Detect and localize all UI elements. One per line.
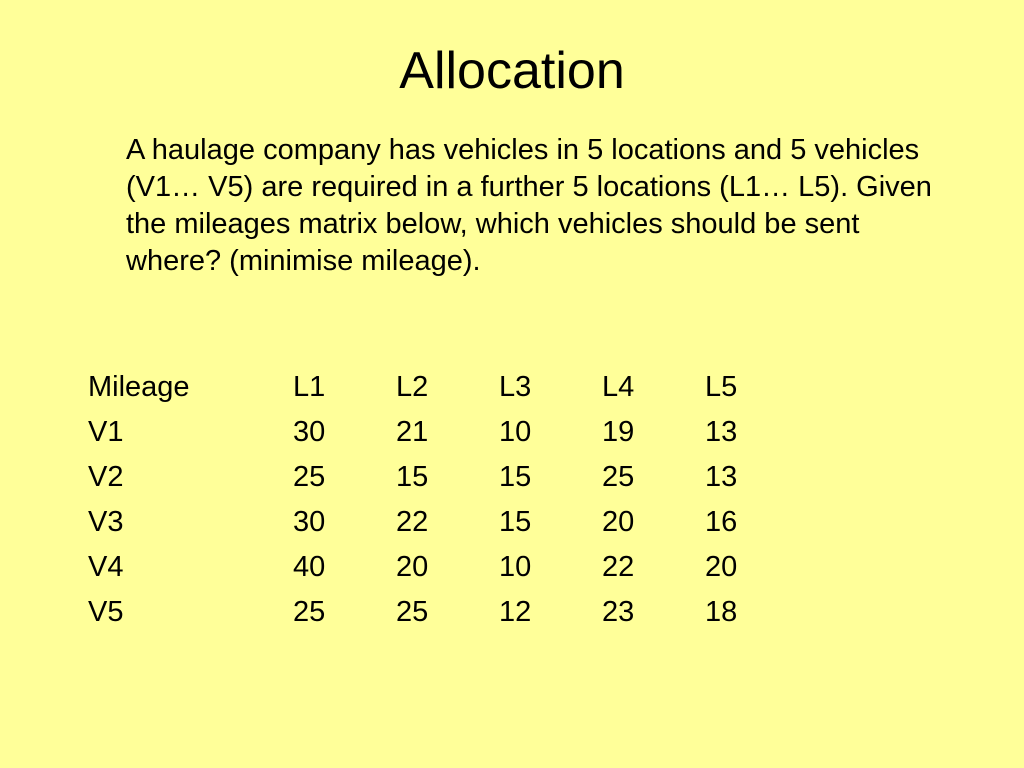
table-row [88,410,808,455]
table-cell: 20 [602,506,635,538]
table-row [88,545,808,590]
table-cell: 13 [705,461,738,493]
slide-title: Allocation [399,42,625,100]
row-label-v4: V4 [88,551,124,583]
table-cell: 40 [293,551,326,583]
row-label-v2: V2 [88,461,124,493]
table-cell: 12 [499,596,532,628]
table-cell: 25 [602,461,635,493]
table-row [88,590,808,635]
table-cell: 25 [293,596,326,628]
table-cell: 10 [499,416,532,448]
table-row [88,500,808,545]
table-cell: 15 [499,461,532,493]
table-cell: 25 [293,461,326,493]
row-label-v1: V1 [88,416,124,448]
problem-statement: A haulage company has vehicles in 5 locations and 5 vehicles (V1… V5) are required in a further 5 locations (L1… L5). Given the mileages matrix below, which vehicles should be sent where? (minimise mileage). [126,134,932,277]
header-l3: L3 [499,371,532,403]
header-l5: L5 [705,371,738,403]
table-cell: 20 [396,551,429,583]
table-cell: 22 [396,506,429,538]
table-cell: 18 [705,596,738,628]
header-l4: L4 [602,371,635,403]
table-cell: 22 [602,551,635,583]
table-cell: 19 [602,416,635,448]
table-cell: 10 [499,551,532,583]
table-cell: 30 [293,416,326,448]
mileage-matrix [88,365,808,635]
table-cell: 20 [705,551,738,583]
table-row [88,455,808,500]
table-cell: 15 [499,506,532,538]
table-cell: 16 [705,506,738,538]
table-cell: 23 [602,596,635,628]
matrix-header-row [88,365,808,410]
table-cell: 15 [396,461,429,493]
table-cell: 30 [293,506,326,538]
table-cell: 21 [396,416,429,448]
row-label-v3: V3 [88,506,124,538]
row-label-v5: V5 [88,596,124,628]
header-l2: L2 [396,371,429,403]
header-mileage: Mileage [88,371,190,403]
table-cell: 25 [396,596,429,628]
table-cell: 13 [705,416,738,448]
header-l1: L1 [293,371,326,403]
